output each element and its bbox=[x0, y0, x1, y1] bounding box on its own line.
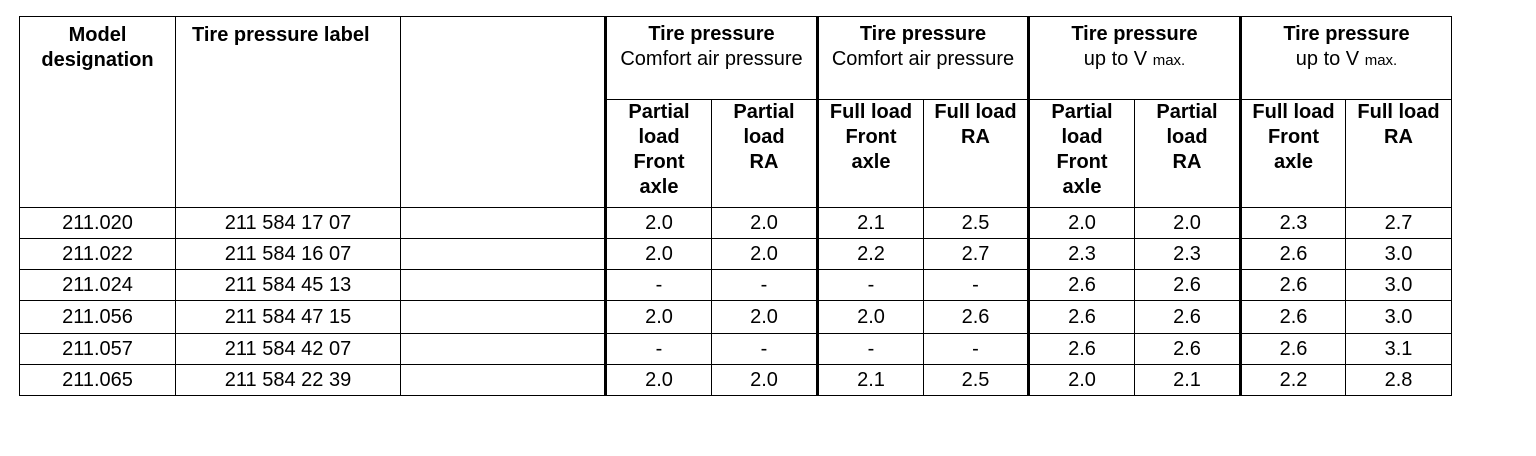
tire-pressure-table bbox=[19, 16, 1452, 396]
label-cell: 211 584 16 07 bbox=[176, 239, 401, 270]
pressure-value-cell: 2.6 bbox=[1241, 301, 1346, 334]
pressure-value-cell: 2.6 bbox=[1241, 270, 1346, 301]
pressure-value-cell: 3.0 bbox=[1346, 301, 1452, 334]
pressure-value-cell: 2.1 bbox=[818, 365, 924, 396]
pressure-value-cell: 2.3 bbox=[1241, 208, 1346, 239]
model-cell: 211.056 bbox=[20, 301, 176, 334]
pressure-value-cell: - bbox=[818, 270, 924, 301]
pressure-value-cell: 2.0 bbox=[1029, 365, 1135, 396]
pressure-value-cell: 2.6 bbox=[1135, 334, 1241, 365]
model-cell: 211.065 bbox=[20, 365, 176, 396]
label-cell: 211 584 42 07 bbox=[176, 334, 401, 365]
pressure-value-cell: 2.2 bbox=[1241, 365, 1346, 396]
table-row bbox=[20, 239, 1452, 270]
table-row bbox=[20, 334, 1452, 365]
blank-cell bbox=[401, 270, 606, 301]
blank-cell bbox=[401, 301, 606, 334]
model-cell: 211.022 bbox=[20, 239, 176, 270]
pressure-value-cell: 2.6 bbox=[1241, 239, 1346, 270]
pressure-value-cell: 3.0 bbox=[1346, 270, 1452, 301]
pressure-value-cell: - bbox=[818, 334, 924, 365]
subcol-header: Full load RA bbox=[924, 100, 1029, 208]
pressure-value-cell: - bbox=[924, 334, 1029, 365]
pressure-value-cell: - bbox=[712, 334, 818, 365]
pressure-value-cell: 2.0 bbox=[818, 301, 924, 334]
blank-header bbox=[401, 17, 606, 208]
pressure-value-cell: 2.7 bbox=[1346, 208, 1452, 239]
blank-cell bbox=[401, 334, 606, 365]
blank-cell bbox=[401, 208, 606, 239]
comfort-group-header-2: Tire pressure Comfort air pressure bbox=[818, 17, 1029, 100]
pressure-value-cell: 2.7 bbox=[924, 239, 1029, 270]
pressure-value-cell: 2.0 bbox=[606, 208, 712, 239]
vmax-group-header-2: Tire pressure up to V max. bbox=[1241, 17, 1452, 100]
pressure-value-cell: 2.0 bbox=[606, 301, 712, 334]
pressure-value-cell: - bbox=[712, 270, 818, 301]
pressure-value-cell: 2.0 bbox=[1135, 208, 1241, 239]
pressure-value-cell: 2.3 bbox=[1135, 239, 1241, 270]
pressure-value-cell: 2.8 bbox=[1346, 365, 1452, 396]
pressure-value-cell: 2.6 bbox=[924, 301, 1029, 334]
pressure-value-cell: 2.5 bbox=[924, 365, 1029, 396]
pressure-value-cell: 2.0 bbox=[712, 301, 818, 334]
table-row bbox=[20, 208, 1452, 239]
label-cell: 211 584 47 15 bbox=[176, 301, 401, 334]
table-row bbox=[20, 301, 1452, 334]
pressure-value-cell: 3.0 bbox=[1346, 239, 1452, 270]
pressure-value-cell: 2.0 bbox=[712, 208, 818, 239]
pressure-value-cell: 3.1 bbox=[1346, 334, 1452, 365]
pressure-value-cell: 2.1 bbox=[818, 208, 924, 239]
label-cell: 211 584 17 07 bbox=[176, 208, 401, 239]
tire-pressure-label-header: Tire pressure label bbox=[176, 17, 401, 208]
pressure-value-cell: 2.0 bbox=[1029, 208, 1135, 239]
pressure-value-cell: 2.6 bbox=[1135, 270, 1241, 301]
subcol-header: Full load RA bbox=[1346, 100, 1452, 208]
model-cell: 211.057 bbox=[20, 334, 176, 365]
subcol-header: Partial load RA bbox=[712, 100, 818, 208]
subcol-header: Full load Front axle bbox=[818, 100, 924, 208]
subcol-header: Partial load Front axle bbox=[606, 100, 712, 208]
label-cell: 211 584 45 13 bbox=[176, 270, 401, 301]
pressure-value-cell: 2.0 bbox=[606, 239, 712, 270]
table-row bbox=[20, 270, 1452, 301]
vmax-group-header-1: Tire pressure up to V max. bbox=[1029, 17, 1241, 100]
blank-cell bbox=[401, 365, 606, 396]
pressure-value-cell: 2.3 bbox=[1029, 239, 1135, 270]
pressure-value-cell: 2.0 bbox=[712, 239, 818, 270]
comfort-group-header-1: Tire pressure Comfort air pressure bbox=[606, 17, 818, 100]
pressure-value-cell: 2.6 bbox=[1029, 270, 1135, 301]
subcol-header: Partial load Front axle bbox=[1029, 100, 1135, 208]
pressure-value-cell: 2.6 bbox=[1029, 334, 1135, 365]
blank-cell bbox=[401, 239, 606, 270]
pressure-value-cell: - bbox=[606, 270, 712, 301]
model-cell: 211.024 bbox=[20, 270, 176, 301]
model-designation-header: Model designation bbox=[20, 17, 176, 208]
subcol-header: Full load Front axle bbox=[1241, 100, 1346, 208]
pressure-value-cell: 2.1 bbox=[1135, 365, 1241, 396]
table-row bbox=[20, 365, 1452, 396]
pressure-value-cell: - bbox=[924, 270, 1029, 301]
pressure-value-cell: 2.2 bbox=[818, 239, 924, 270]
pressure-value-cell: 2.0 bbox=[606, 365, 712, 396]
pressure-value-cell: 2.6 bbox=[1241, 334, 1346, 365]
pressure-value-cell: 2.0 bbox=[712, 365, 818, 396]
pressure-value-cell: - bbox=[606, 334, 712, 365]
pressure-value-cell: 2.6 bbox=[1135, 301, 1241, 334]
model-cell: 211.020 bbox=[20, 208, 176, 239]
subcol-header: Partial load RA bbox=[1135, 100, 1241, 208]
label-cell: 211 584 22 39 bbox=[176, 365, 401, 396]
pressure-value-cell: 2.5 bbox=[924, 208, 1029, 239]
pressure-value-cell: 2.6 bbox=[1029, 301, 1135, 334]
